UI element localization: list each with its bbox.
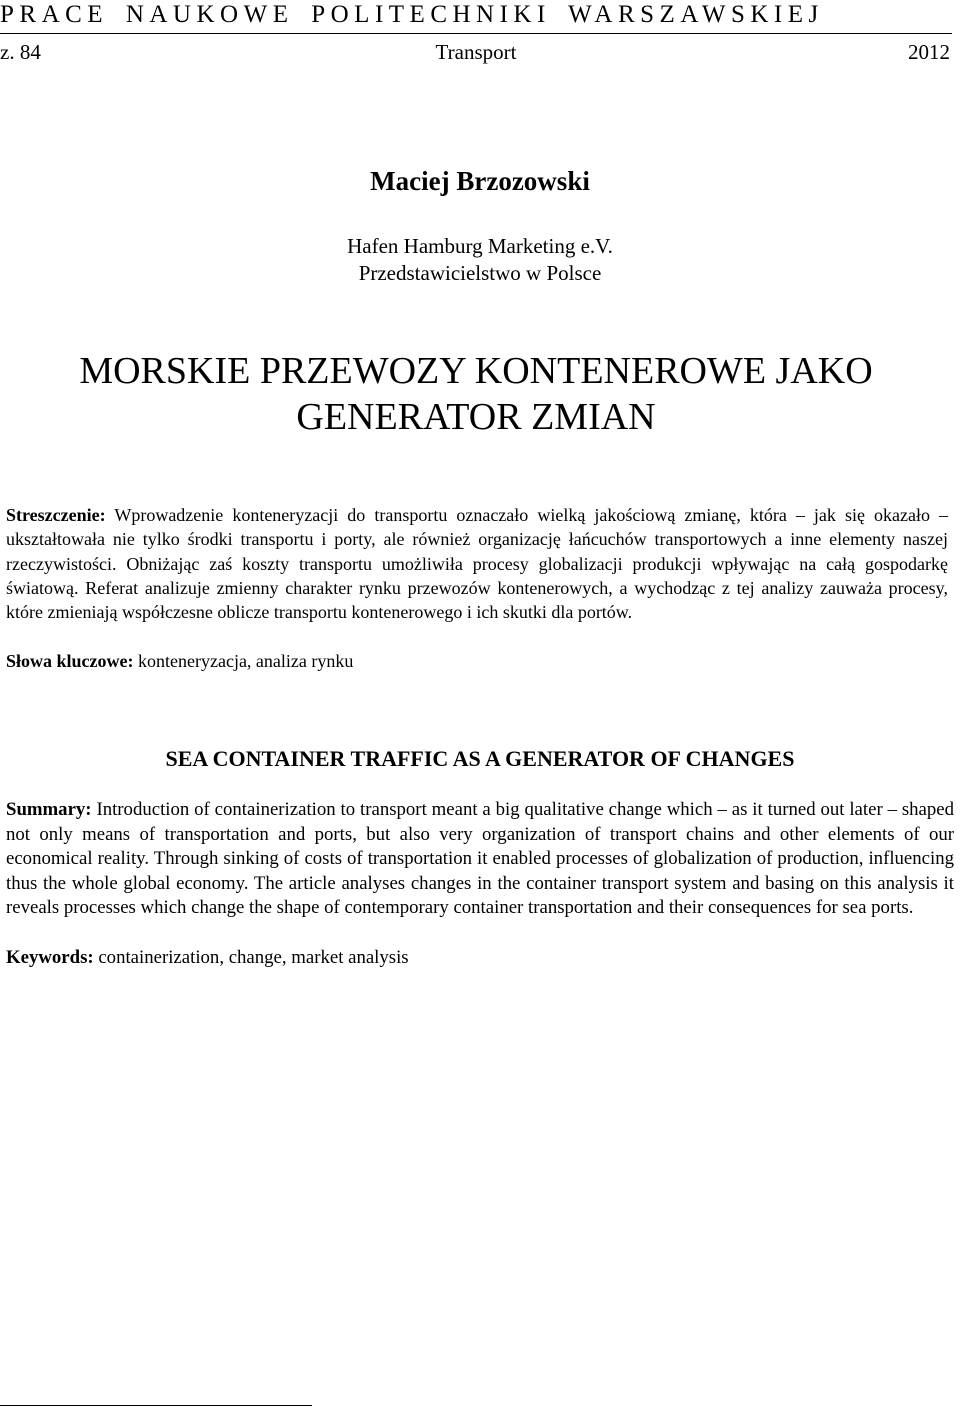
paper-title-polish-line2: GENERATOR ZMIAN [296, 396, 656, 438]
discipline: Transport [435, 40, 517, 64]
issue-number: z. 84 [0, 40, 41, 64]
summary-english-label: Summary: [6, 799, 92, 820]
keywords-polish [6, 649, 948, 673]
abstract-polish [6, 503, 948, 624]
paper-title-english: SEA CONTAINER TRAFFIC AS A GENERATOR OF CHANGES [165, 746, 795, 771]
summary-english-text: Introduction of containerization to transport meant a big qualitative change which – as it turned out later – shaped not only means of transportation and ports, but also very organization of transport chains and other elements of our economical reality. Through sinking of costs of transportation it enabled processes of globalization of production, influencing thus the whole global economy. The article analyses changes in the container transport system and basing on this analysis it reveals processes which change the shape of contemporary container transportation and their consequences for sea ports. [6, 799, 954, 919]
author-affiliation: Hafen Hamburg Marketing e.V. [347, 234, 613, 258]
keywords-english-text: containerization, change, market analysis [93, 947, 409, 968]
journal-series-title: PRACE NAUKOWE POLITECHNIKI WARSZAWSKIEJ [0, 1, 824, 28]
footnote-rule [0, 1405, 312, 1406]
keywords-english-label: Keywords: [6, 947, 94, 968]
keywords-polish-text: konteneryzacja, analiza rynku [133, 651, 354, 671]
publication-year: 2012 [908, 40, 950, 64]
header-rule [0, 33, 952, 34]
abstract-polish-text: Wprowadzenie konteneryzacji do transportu oznaczało wielką jakościową zmianę, która – jak się okazało – ukształtowała nie tylko środki transportu i porty, ale również organizację łańcuchów transportowych a inne elementy naszej rzeczywistości. Obniżając zaś koszty transportu umożliwiła procesy globalizacji produkcji wpływając na całą gospodarkę światową. Referat analizuje zmienny charakter rynku przewozów kontenerowych, a wychodząc z tej analizy zauważa procesy, które zmieniają współczesne oblicze transportu kontenerowego i ich skutki dla portów. [6, 505, 948, 623]
keywords-polish-label: Słowa kluczowe: [6, 651, 134, 671]
author-affiliation-branch: Przedstawicielstwo w Polsce [358, 261, 602, 285]
author-name: Maciej Brzozowski [370, 166, 590, 196]
abstract-polish-label: Streszczenie: [6, 505, 106, 525]
keywords-english [6, 946, 954, 970]
paper-title-polish-line1: MORSKIE PRZEWOZY KONTENEROWE JAKO [79, 350, 873, 392]
summary-english [6, 798, 954, 921]
paper-title-polish [0, 348, 952, 440]
